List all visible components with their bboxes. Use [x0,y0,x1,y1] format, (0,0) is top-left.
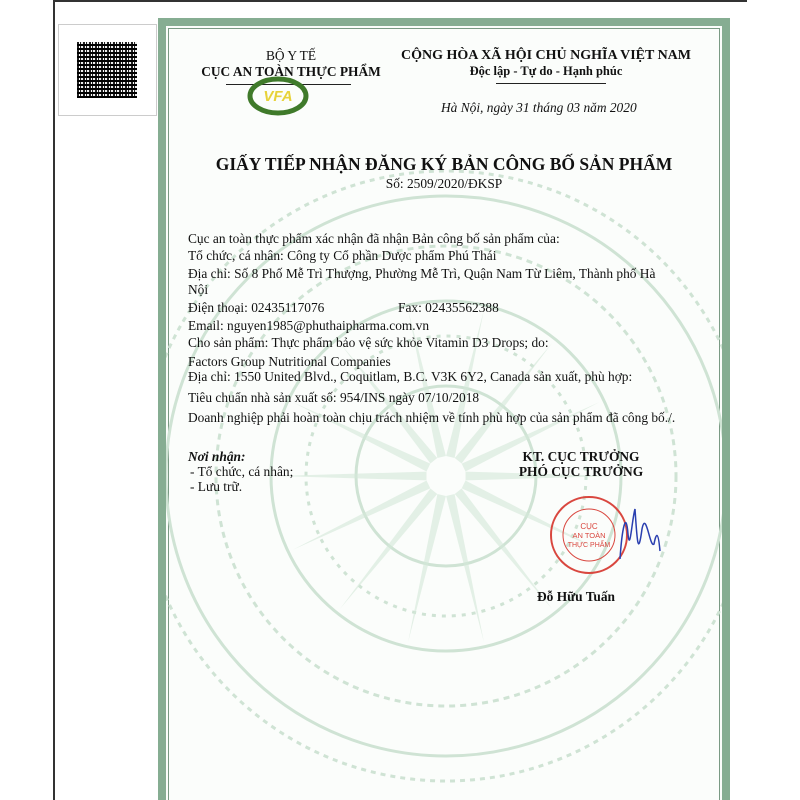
phone: Điện thoại: 02435117076 [188,300,325,315]
national-motto: Độc lập - Tự do - Hạnh phúc [469,64,623,78]
header-right-underline [496,83,606,84]
certificate-document [158,18,730,800]
drum-star-ray [293,481,430,550]
fax: Fax: 02435562388 [398,300,499,315]
qr-code-panel [58,24,157,116]
agency-name: CỤC AN TOÀN THỰC PHẨM [201,64,381,79]
country-name: CỘNG HÒA XÃ HỘI CHỦ NGHĨA VIỆT NAM [400,48,691,63]
recipient-item: - Tổ chức, cá nhân; [190,464,294,479]
address-line-1: Địa chỉ: Số 8 Phố Mễ Trì Thượng, Phường Mễ Trì, Quận Nam Từ Liêm, Thành phố Hà [188,266,656,281]
ministry-name: BỘ Y TẾ [265,48,317,63]
signer-title-1: KT. CỤC TRƯỞNG [522,449,640,464]
product: Cho sản phẩm: Thực phẩm bảo vệ sức khỏe Vitamin D3 Drops; do: [188,335,549,350]
document-number: Số: 2509/2020/ĐKSP [385,176,503,191]
svg-text:CỤC: CỤC [580,522,598,531]
vfa-logo-text: VFA [263,88,293,105]
svg-text:AN TOÀN: AN TOÀN [572,531,606,540]
recipients-label: Nơi nhận: [188,449,246,464]
responsibility-statement: Doanh nghiệp phải hoàn toàn chịu trách nhiệm về tính phù hợp của sản phẩm đã công bố./. [188,410,676,425]
signer-title-2: PHÓ CỤC TRƯỞNG [518,464,644,479]
official-stamp-icon [542,489,682,589]
signer-name: Đỗ Hữu Tuấn [536,589,615,604]
drum-star-ray [276,472,426,481]
organization: Tổ chức, cá nhân: Công ty Cổ phần Dược phẩm Phú Thái [188,248,497,263]
issue-date: Hà Nội, ngày 31 tháng 03 năm 2020 [441,100,637,115]
address-line-2: Nội [188,282,209,297]
intro-text: Cục an toàn thực phẩm xác nhận đã nhận Bản công bố sản phẩm của: [188,231,560,246]
vfa-logo-icon [246,76,310,116]
manufacturer-address: Địa chỉ: 1550 United Blvd., Coquitlam, B.C. V3K 6Y2, Canada sản xuất, phù hợp: [188,369,633,384]
viewer-top-border [53,0,747,2]
recipient-item: - Lưu trữ. [190,479,243,494]
viewer-left-border [53,0,55,800]
manufacturer-standard: Tiêu chuẩn nhà sản xuất số: 954/INS ngày 07/10/2018 [188,390,480,405]
manufacturer: Factors Group Nutritional Companies [188,354,391,369]
email: Email: nguyen1985@phuthaipharma.com.vn [188,318,430,333]
svg-text:THỰC PHẨM: THỰC PHẨM [567,542,611,549]
document-title: GIẤY TIẾP NHẬN ĐĂNG KÝ BẢN CÔNG BỐ SẢN PHẨM [215,154,673,174]
qr-code-icon [77,42,137,98]
